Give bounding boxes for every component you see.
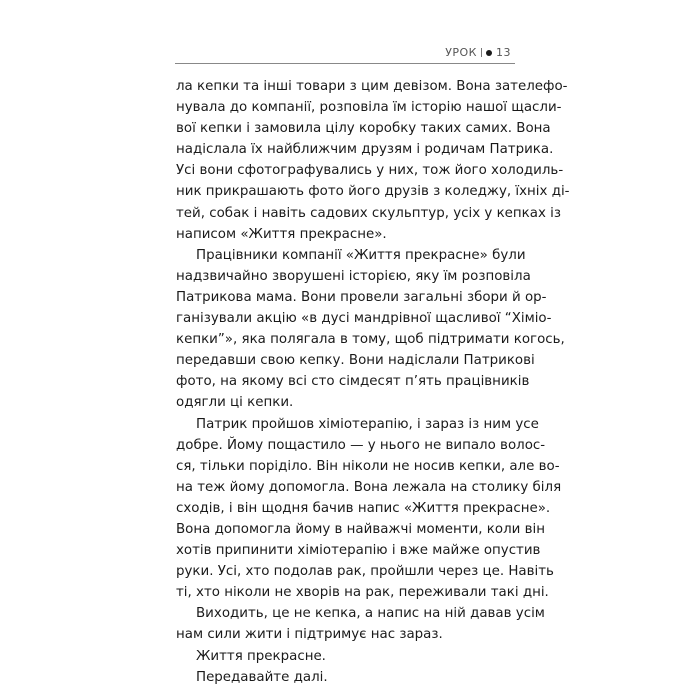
text-line: добре. Йому пощастило — у нього не випало волос-: [176, 437, 546, 453]
text-line: вої кепки і замовила цілу коробку таких самих. Вона: [176, 121, 551, 137]
text-line: Виходить, це не кепка, а напис на ній давав усім: [196, 606, 545, 622]
text-line: одягли ці кепки.: [176, 395, 294, 411]
text-line: нам сили жити і підтримує нас зараз.: [176, 627, 443, 643]
text-line: фото, на якому всі сто сімдесят п’ять працівників: [176, 374, 530, 390]
body-text: [176, 76, 570, 688]
bullet-dot-icon: [486, 50, 492, 56]
text-line: нувала до компанії, розповіла їм історію нашої щасли-: [176, 100, 562, 116]
running-header-text: [445, 46, 511, 59]
text-line: на теж йому допомогла. Вона лежала на столику біля: [176, 479, 562, 495]
paragraph: [176, 76, 570, 245]
text-line: надіслала їх найближчим друзям і родичам Патрика.: [176, 142, 554, 158]
text-line: кепки”», яка полягала в тому, щоб підтримати когось,: [176, 332, 565, 348]
text-line: Патрик пройшов хіміотерапію, і зараз із ним усе: [196, 416, 539, 432]
text-line: ник прикрашають фото його друзів з коледжу, їхніх ді-: [176, 184, 570, 200]
text-line: ся, тільки поріділо. Він ніколи не носив кепки, але во-: [176, 458, 560, 474]
page-number: 13: [496, 46, 511, 59]
running-header: [175, 46, 515, 62]
text-line: Життя прекрасне.: [196, 648, 326, 664]
paragraph: [176, 414, 562, 604]
text-line: Усі вони сфотографувались у них, тож його холодиль-: [176, 163, 564, 179]
text-line: надзвичайно зворушені історією, яку їм розповіла: [176, 268, 531, 284]
text-line: ганізували акцію «в дусі мандрівної щасливої “Хіміо-: [176, 311, 552, 327]
separator-bar: [481, 48, 482, 57]
text-line: сходів, і він щодня бачив напис «Життя прекрасне».: [176, 500, 551, 516]
text-line: написом «Життя прекрасне».: [176, 226, 387, 242]
text-line: Працівники компанії «Життя прекрасне» були: [196, 247, 526, 263]
text-line: Вона допомогла йому в найважчі моменти, коли він: [176, 521, 545, 537]
text-line: Передавайте далі.: [196, 669, 328, 685]
text-line: ла кепки та інші товари з цим девізом. Вона зателефо-: [176, 79, 568, 94]
text-line: тей, собак і навіть садових скульптур, усіх у кепках із: [176, 205, 561, 221]
header-rule: [175, 63, 515, 64]
text-line: руки. Усі, хто подолав рак, пройшли через це. Навіть: [176, 564, 554, 580]
paragraph: [176, 603, 545, 645]
paragraph: [176, 646, 516, 667]
paragraph: [176, 667, 516, 688]
text-line: ті, хто ніколи не хворів на рак, переживали такі дні.: [176, 585, 549, 601]
text-line: передавши свою кепку. Вони надіслали Патрикові: [176, 353, 535, 369]
text-line: Патрикова мама. Вони провели загальні збори й ор-: [176, 289, 547, 305]
paragraph: [176, 245, 565, 414]
section-label: УРОК: [445, 46, 477, 59]
text-line: хотів припинити хіміотерапію і вже майже опустив: [176, 543, 541, 559]
